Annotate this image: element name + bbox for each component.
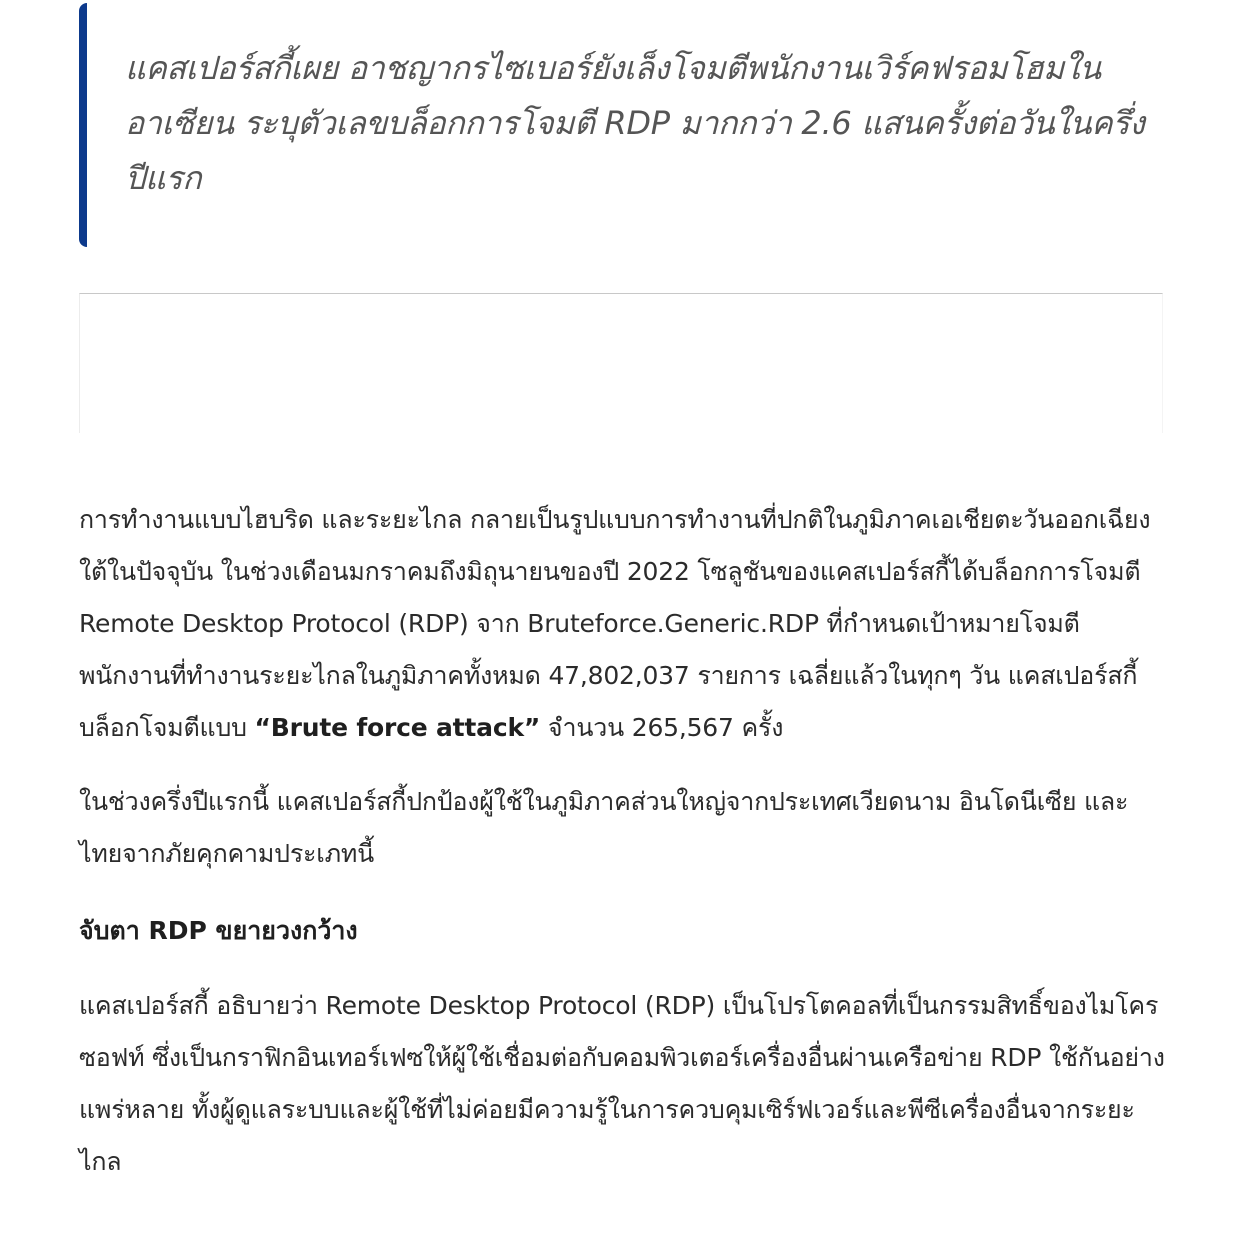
pull-quote-text: แคสเปอร์สกี้เผย อาชญากรไซเบอร์ยังเล็งโจมตีพนักงานเวิร์คฟรอมโฮมในอาเซียน ระบุตัวเลขบล็อกการโจมตี RDP มากกว่า 2.6 แสนครั้งต่อวันในครึ่งปีแรก [125, 49, 1145, 197]
section-heading: จับตา RDP ขยายวงกว้าง [79, 916, 358, 945]
article-paragraph-1 [79, 494, 1169, 754]
pull-quote [79, 3, 1164, 247]
brute-force-term: “Brute force attack” [254, 713, 541, 742]
paragraph-1-text: การทำงานแบบไฮบริด และระยะไกล กลายเป็นรูปแบบการทำงานที่ปกติในภูมิภาคเอเชียตะวันออกเฉียงใต้ในปัจจุบัน ในช่วงเดือนมกราคมถึงมิถุนายนของปี 2022 โซลูชันของแคสเปอร์สกี้ได้บล็อกการโจมตี Remote Desktop Protocol (RDP) จาก Bruteforce.Generic.RDP ที่กำหนดเป้าหมายโจมตีพนักงานที่ทำงานระยะไกลในภูมิภาคทั้งหมด 47,802,037 รายการ เฉลี่ยแล้วในทุกๆ วัน แคสเปอร์สกี้บล็อกโจมตีแบบ [79, 505, 1151, 742]
article-paragraph-3: แคสเปอร์สกี้ อธิบายว่า Remote Desktop Protocol (RDP) เป็นโปรโตคอลที่เป็นกรรมสิทธิ์ของไมโครซอฟท์ ซึ่งเป็นกราฟิกอินเทอร์เฟซให้ผู้ใช้เชื่อมต่อกับคอมพิวเตอร์เครื่องอื่นผ่านเครือข่าย RDP ใช้กันอย่างแพร่หลาย ทั้งผู้ดูแลระบบและผู้ใช้ที่ไม่ค่อยมีความรู้ในการควบคุมเซิร์ฟเวอร์และพีซีเครื่องอื่นจากระยะไกล [79, 991, 1165, 1176]
embedded-media-placeholder [79, 293, 1163, 433]
paragraph-1-tail: จำนวน 265,567 ครั้ง [540, 713, 784, 742]
article-paragraph-2: ในช่วงครึ่งปีแรกนี้ แคสเปอร์สกี้ปกป้องผู้ใช้ในภูมิภาคส่วนใหญ่จากประเทศเวียดนาม อินโดนีเซีย และไทยจากภัยคุกคามประเภทนี้ [79, 787, 1129, 868]
